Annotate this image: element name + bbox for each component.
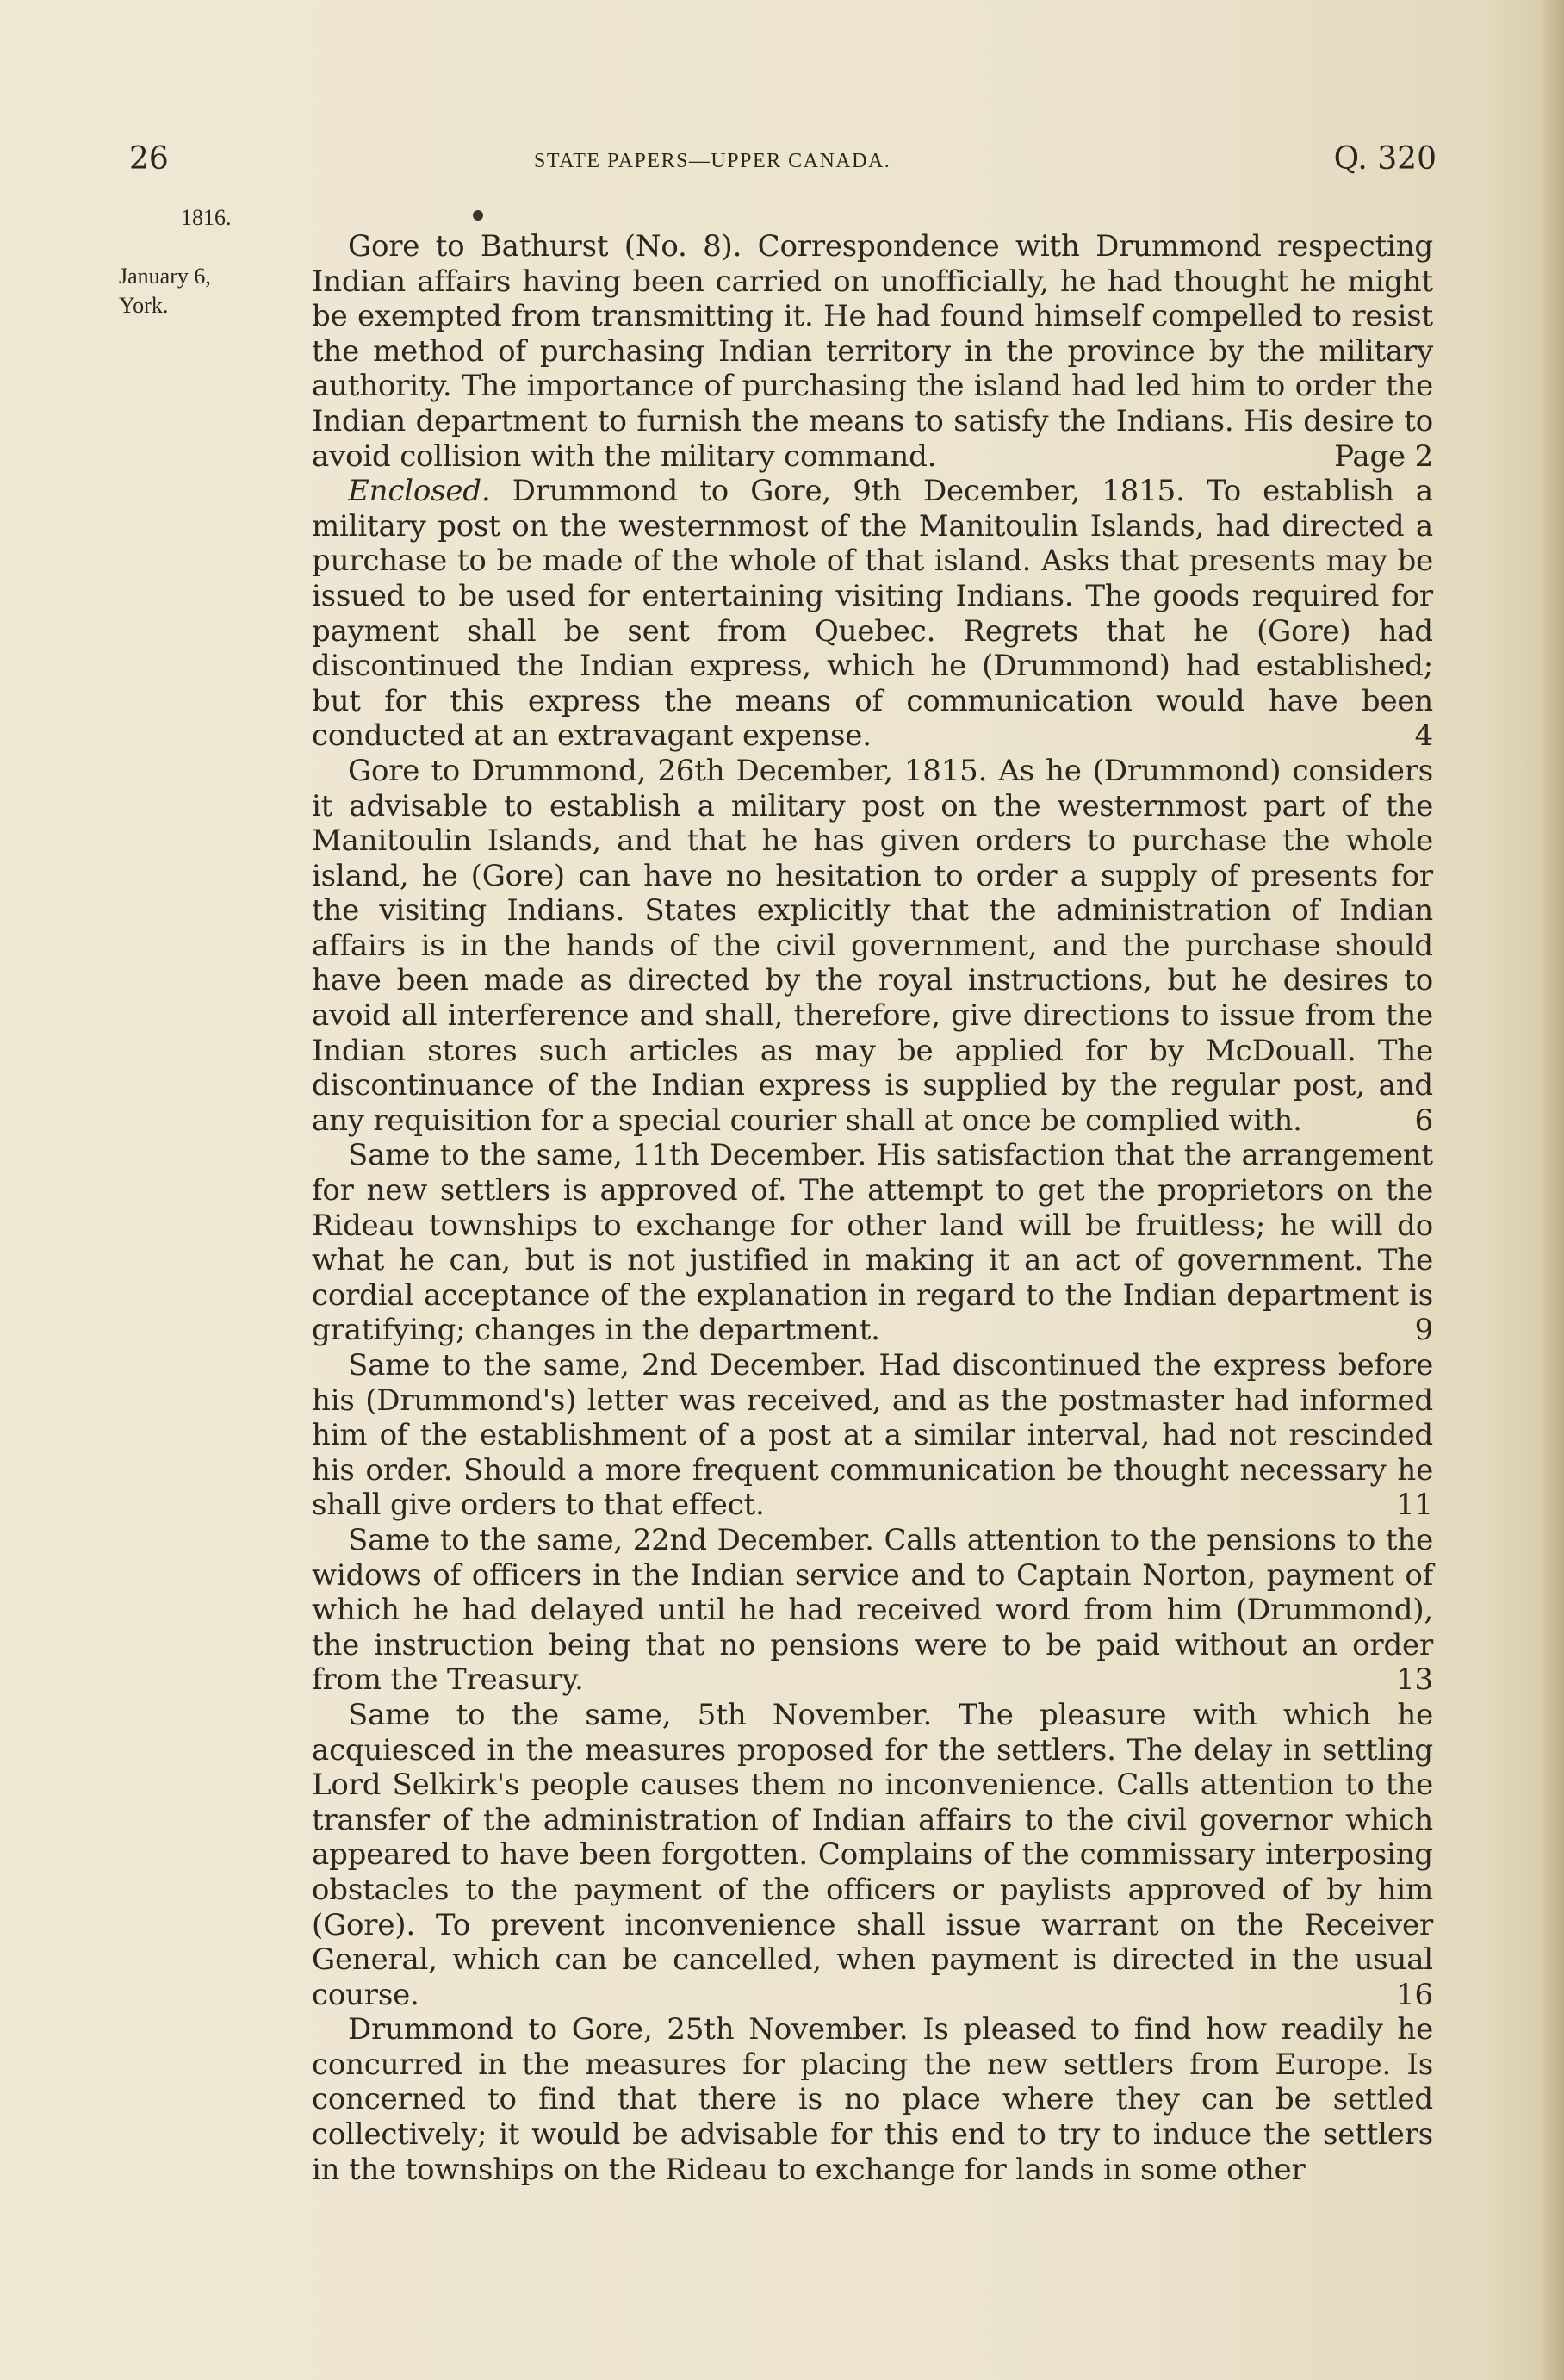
- entry-text: Same to the same, 11th December. His satisfaction that the arrangement for new settlers is approved of. The attempt to get the proprietors on the Rideau townships to exchange for other land will be fruitless; he will do what he can, but is not justified in making it an act of government. The cordial acceptance of the explanation in regard to the Indian department is gratifying; changes in the department.: [312, 1138, 1433, 1348]
- entry-text: Same to the same, 22nd December. Calls attention to the pensions to the widows of officers in the Indian service and to Captain Norton, payment of which he had delayed until he had received word from him (Drummond), the instruction being that no pensions were to be paid without an order from the Treasury.: [312, 1522, 1433, 1698]
- bullet-mark: [473, 210, 483, 221]
- entry-paragraph: [312, 754, 1433, 1139]
- entry-paragraph: [312, 1348, 1433, 1523]
- page-reference: 16: [1396, 1977, 1433, 2012]
- page-reference: 9: [1414, 1313, 1433, 1348]
- entry-paragraph: [312, 1138, 1433, 1348]
- entry-paragraph: [312, 1698, 1433, 2012]
- entry-paragraph: [312, 1523, 1433, 1698]
- running-title: STATE PAPERS—UPPER CANADA.: [534, 150, 891, 172]
- entry-text: Gore to Bathurst (No. 8). Correspondence with Drummond respecting Indian affairs having been carried on unofficially, he had thought he might be exempted from transmitting it. He had found himself compelled to resist the method of purchasing Indian territory in the province by the military authority. The importance of purchasing the island had led him to order the Indian department to furnish the means to satisfy the Indians. His desire to avoid collision with the military command.: [312, 229, 1433, 474]
- entry-text: Same to the same, 2nd December. Had discontinued the express before his (Drummond's) letter was received, and as the postmaster had informed him of the establishment of a post at a similar interval, had not rescinded his order. Should a more frequent communication be thought necessary he shall give orders to that effect.: [312, 1348, 1433, 1523]
- page-reference: 4: [1414, 718, 1433, 754]
- page-reference: 11: [1396, 1488, 1433, 1523]
- page-edge-shadow: [1540, 0, 1564, 2380]
- margin-date: January 6,: [119, 264, 211, 289]
- page-number: 26: [129, 141, 169, 177]
- page-reference: 13: [1396, 1662, 1433, 1698]
- reference-number: Q. 320: [1333, 141, 1437, 177]
- margin-place: York.: [119, 293, 169, 318]
- page-header: [129, 141, 1437, 184]
- entry-text: Drummond to Gore, 25th November. Is pleased to find how readily he concurred in the measures for placing the new settlers from Europe. Is concerned to find that there is no place where they can be settled collectively; it would be advisable for this end to try to induce the settlers in the townships on the Rideau to exchange for lands in some other: [312, 2012, 1433, 2187]
- margin-notes: [119, 203, 257, 320]
- entry-paragraph: [312, 229, 1433, 474]
- document-body: [312, 229, 1433, 2187]
- entry-text: Gore to Drummond, 26th December, 1815. As he (Drummond) considers it advisable to establish a military post on the westernmost part of the Manitoulin Islands, and that he has given orders to purchase the whole island, he (Gore) can have no hesitation to order a supply of presents for the visiting Indians. States explicitly that the administration of Indian affairs is in the hands of the civil government, and the purchase should have been made as directed by the royal instructions, but he desires to avoid all interference and shall, therefore, give directions to issue from the Indian stores such articles as may be applied for by McDouall. The discontinuance of the Indian express is supplied by the regular post, and any requisition for a special courier shall at once be complied with.: [312, 753, 1433, 1138]
- entry-text: Same to the same, 5th November. The pleasure with which he acquiesced in the measures proposed for the settlers. The delay in settling Lord Selkirk's people causes them no inconvenience. Calls attention to the transfer of the administration of Indian affairs to the civil governor which appeared to have been forgotten. Complains of the commissary interposing obstacles to the payment of the officers or paylists approved of by him (Gore). To prevent inconvenience shall issue warrant on the Receiver General, which can be cancelled, when payment is directed in the usual course.: [312, 1697, 1433, 2012]
- entry-text: Drummond to Gore, 9th December, 1815. To establish a military post on the westernmost of the Manitoulin Islands, had directed a purchase to be made of the whole of that island. Asks that presents may be issued to be used for entertaining visiting Indians. The goods required for payment shall be sent from Quebec. Regrets that he (Gore) had discontinued the Indian express, which he (Drummond) had established; but for this express the means of communication would have been conducted at an extravagant expense.: [312, 474, 1433, 754]
- entry-paragraph: [312, 474, 1433, 754]
- page-reference: 6: [1414, 1103, 1433, 1138]
- enclosed-label: Enclosed.: [348, 474, 491, 509]
- page-reference: Page 2: [1334, 438, 1433, 474]
- entry-paragraph: [312, 2012, 1433, 2187]
- margin-year: 1816.: [181, 205, 232, 230]
